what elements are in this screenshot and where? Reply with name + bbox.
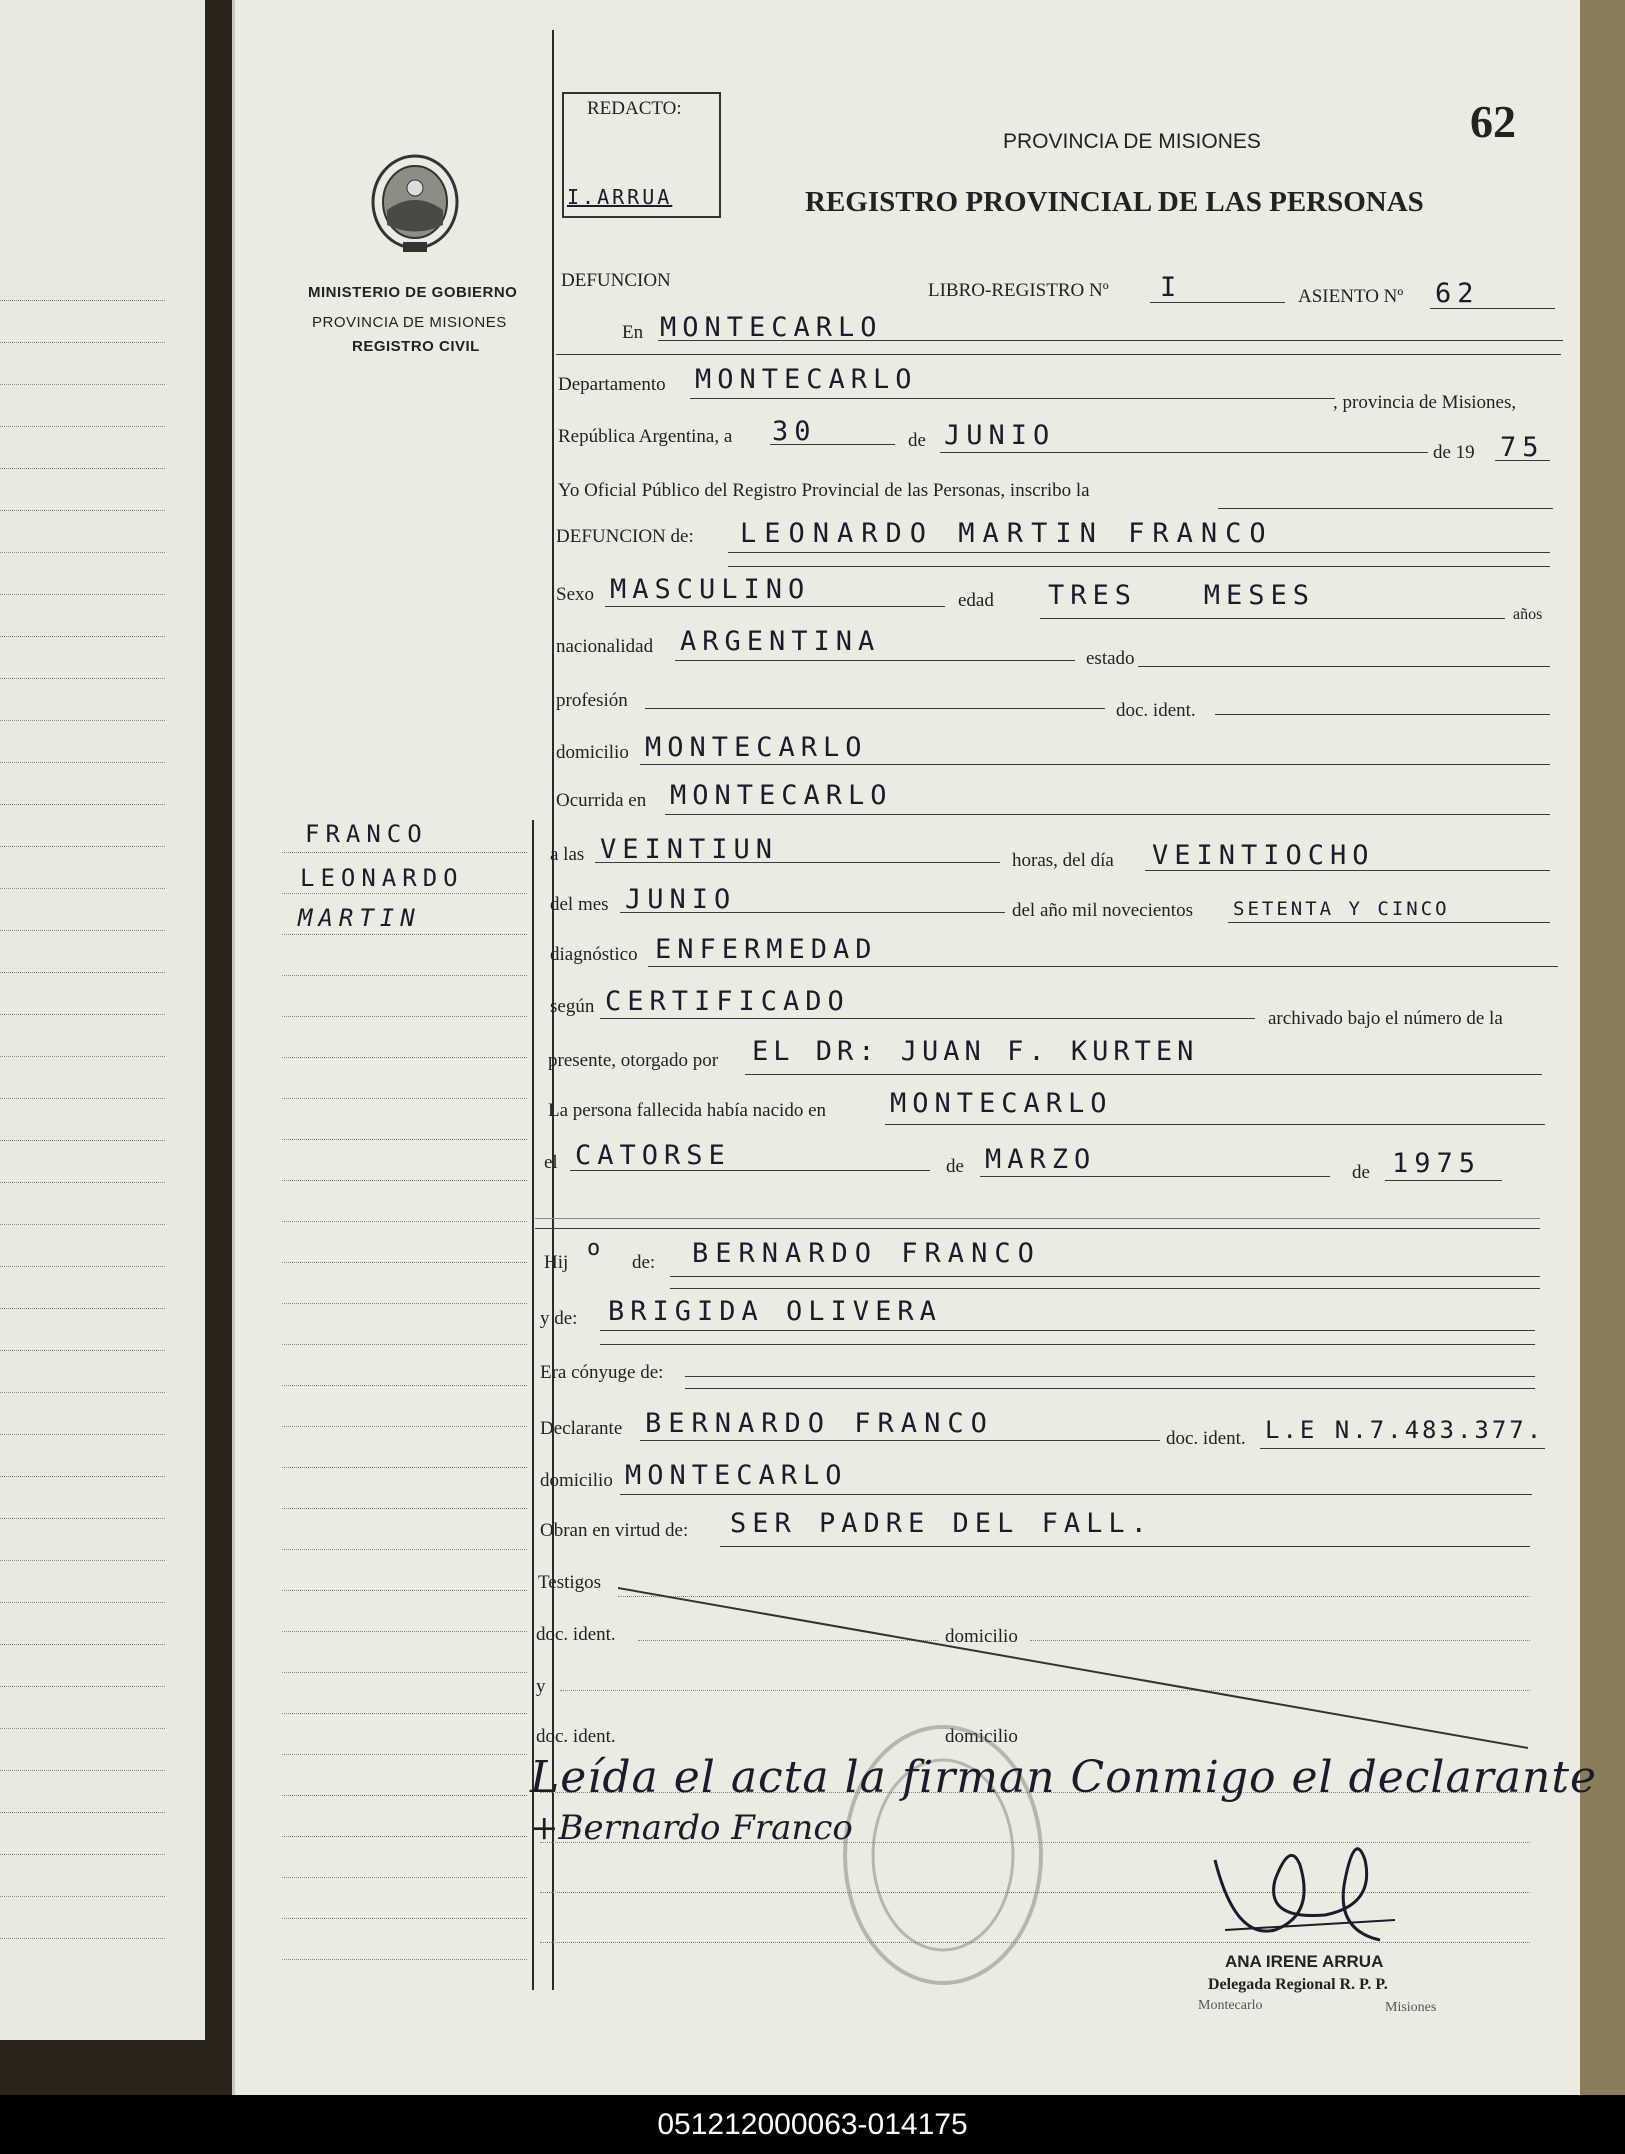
left-rule [0,1770,165,1771]
conyuge-rule [685,1376,1535,1377]
en-rule [658,340,1563,341]
left-rule [0,1224,165,1225]
registry-title: REGISTRO PROVINCIAL DE LAS PERSONAS [805,186,1424,218]
doc-ident-label: doc. ident. [1116,700,1196,721]
left-rule [0,972,165,973]
diagnostico-value[interactable]: ENFERMEDAD [655,934,878,965]
left-rule [0,1854,165,1855]
domicilio-rule [640,764,1550,765]
hijo-value[interactable]: BERNARDO FRANCO [692,1238,1041,1269]
left-rule [0,594,165,595]
page-number: 62 [1470,96,1516,147]
hijo-label: Hij [544,1252,569,1273]
declarante-rule [640,1440,1160,1441]
ocurrida-value[interactable]: MONTECARLO [670,780,893,811]
left-rule [0,1518,165,1519]
nacido-rule [885,1124,1545,1125]
testigos-label: Testigos [538,1572,602,1593]
left-rule [0,1182,165,1183]
footer-id: 051212000063-014175 [0,2095,1625,2154]
margin-rule [282,934,527,935]
margin-name-line-3: MARTIN [298,904,421,932]
official-title: Delegada Regional R. P. P. [1208,1976,1388,1993]
left-rule [0,426,165,427]
margin-rule [282,1016,527,1017]
anio-mil-label: del año mil novecientos [1012,900,1193,921]
margin-rule [282,1057,527,1058]
margin-rule [282,852,527,853]
y-de-label: y de: [540,1308,578,1329]
left-rule [0,1434,165,1435]
margin-rule [282,1959,527,1960]
hijo-de-label: de: [632,1252,656,1273]
left-rule [0,1098,165,1099]
left-rule [0,1644,165,1645]
left-rule [0,1350,165,1351]
y-de-rule [600,1330,1535,1331]
cancel-strike-line [618,1580,1528,1750]
declarante-dom-rule [620,1494,1532,1495]
defuncion-de-rule-2 [728,566,1550,567]
provincia-text: , provincia de Misiones, [1333,392,1517,413]
asiento-rule [1430,308,1555,309]
yo-oficial-rule [1218,508,1553,509]
y-de-value[interactable]: BRIGIDA OLIVERA [608,1296,942,1327]
margin-rule [282,1713,527,1714]
left-rule [0,1266,165,1267]
margin-rule [282,1590,527,1591]
margin-rule [282,1467,527,1468]
left-rule [0,510,165,511]
margin-rule [282,1672,527,1673]
el-rule [570,1170,930,1171]
left-rule [0,1812,165,1813]
del-mes-label: del mes [550,894,609,915]
presente-rule [745,1074,1542,1075]
declarante-dom-value[interactable]: MONTECARLO [625,1460,848,1491]
margin-rule [282,1303,527,1304]
el-label: el [544,1152,558,1173]
anio-mil-value[interactable]: SETENTA Y CINCO [1233,898,1450,920]
sexo-rule [605,606,945,607]
left-rule [0,1476,165,1477]
obran-rule [720,1546,1530,1547]
declarante-doc-rule [1260,1448,1545,1449]
edad-rule [1040,618,1505,619]
defuncion-de-rule [728,552,1550,553]
conyuge-label: Era cónyuge de: [540,1362,664,1383]
obran-value[interactable]: SER PADRE DEL FALL. [730,1508,1153,1539]
official-province: Misiones [1385,2000,1437,2015]
de-mes-label: de [946,1156,964,1177]
section-rule [556,354,1561,355]
left-rule [0,1938,165,1939]
de-mes-rule [980,1176,1330,1177]
left-rule [0,1308,165,1309]
segun-rule [600,1018,1255,1019]
edad-value[interactable]: TRES MESES [1048,580,1316,611]
margin-name-line-1: FRANCO [305,820,428,848]
margin-rule [282,1098,527,1099]
ministry-line-1: MINISTERIO DE GOBIERNO [308,284,518,301]
departamento-rule [690,398,1335,399]
nacionalidad-label: nacionalidad [556,636,654,657]
a-las-value[interactable]: VEINTIUN [600,834,779,865]
departamento-label: Departamento [558,374,666,395]
horas-label: horas, del día [1012,850,1114,871]
departamento-value[interactable]: MONTECARLO [695,364,918,395]
estado-label: estado [1086,648,1135,669]
margin-rule [282,1754,527,1755]
margin-rule [282,1877,527,1878]
left-rule [0,930,165,931]
margin-rule [282,1795,527,1796]
section-divider-thin [535,1218,1540,1219]
left-rule [0,552,165,553]
en-value[interactable]: MONTECARLO [660,312,883,343]
dia-muerte-value[interactable]: VEINTIOCHO [1152,840,1375,871]
margin-rule [282,1918,527,1919]
anio-value[interactable]: 75 [1500,432,1545,463]
el-value[interactable]: CATORSE [575,1140,731,1171]
declarante-value[interactable]: BERNARDO FRANCO [645,1408,994,1439]
libro-label: LIBRO-REGISTRO Nº [928,280,1109,301]
y-de-rule-2 [600,1344,1535,1345]
margin-rule [282,975,527,976]
margin-rule [282,1180,527,1181]
asiento-value[interactable]: 62 [1435,278,1480,309]
estado-rule [1138,666,1550,667]
margin-rule [282,1508,527,1509]
left-rule [0,1686,165,1687]
section-divider [535,1228,1540,1229]
left-rule [0,300,165,301]
ocurrida-label: Ocurrida en [556,790,647,811]
sexo-label: Sexo [556,584,594,605]
ministry-line-2: PROVINCIA DE MISIONES [312,314,507,331]
diagnostico-rule [648,966,1558,967]
dia-rule [770,444,895,445]
segun-value[interactable]: CERTIFICADO [605,986,850,1017]
de-mes-value[interactable]: MARZO [985,1144,1097,1175]
declarante-label: Declarante [540,1418,623,1439]
margin-rule [282,1426,527,1427]
anio-mil-rule [1228,922,1550,923]
dia-muerte-rule [1145,870,1550,871]
province-heading: PROVINCIA DE MISIONES [1003,130,1261,153]
margin-rule [282,1262,527,1263]
official-signature [1205,1820,1415,1955]
left-page [0,0,205,2040]
declarante-signature: +Bernardo Franco [530,1808,853,1848]
de-anio-value[interactable]: 1975 [1392,1148,1482,1179]
official-city: Montecarlo [1198,1998,1263,2013]
declarante-dom-label: domicilio [540,1470,613,1491]
left-rule [0,384,165,385]
hijo-rule-2 [670,1288,1540,1289]
profesion-label: profesión [556,690,628,711]
testigo-doc-label: doc. ident. [536,1624,616,1645]
mes-value[interactable]: JUNIO [944,420,1056,451]
dia-value[interactable]: 30 [772,416,817,447]
left-rule [0,636,165,637]
defuncion-de-value[interactable]: LEONARDO MARTIN FRANCO [740,518,1274,549]
left-rule [0,762,165,763]
provincial-seal [365,150,465,260]
nacionalidad-rule [675,660,1075,661]
libro-value[interactable]: I [1160,272,1183,303]
presente-value[interactable]: EL DR: JUAN F. KURTEN [752,1036,1199,1067]
margin-rule [282,1836,527,1837]
left-rule [0,1014,165,1015]
margin-rule [282,1221,527,1222]
segun-label: según [550,996,595,1017]
testigo-dom-label: domicilio [945,1626,1018,1647]
testigo2-dom-label: domicilio [945,1726,1018,1747]
nacionalidad-value[interactable]: ARGENTINA [680,626,881,657]
left-rule [0,1602,165,1603]
libro-rule [1150,302,1285,303]
profesion-rule [645,708,1105,709]
official-name: ANA IRENE ARRUA [1225,1952,1384,1971]
left-rule [0,1392,165,1393]
mes-rule [940,452,1428,453]
nacido-label: La persona fallecida había nacido en [548,1100,826,1121]
left-rule [0,342,165,343]
a-las-rule [595,862,1000,863]
margin-name-line-2: LEONARDO [300,864,464,892]
testigo2-doc-label: doc. ident. [536,1726,616,1747]
margin-rule [282,1549,527,1550]
edad-label: edad [958,590,994,611]
a-las-label: a las [550,844,585,865]
left-rule [0,1896,165,1897]
left-rule [0,468,165,469]
redacto-value: I.ARRUA [567,185,673,209]
de19-label: de 19 [1433,442,1475,463]
asiento-label: ASIENTO Nº [1298,286,1404,307]
anio-rule [1495,460,1550,461]
domicilio-value[interactable]: MONTECARLO [645,732,868,763]
archivado-text: archivado bajo el número de la [1268,1008,1503,1029]
ministry-line-3: REGISTRO CIVIL [352,338,480,355]
left-rule [0,678,165,679]
left-rule [0,888,165,889]
margin-column [280,820,530,2000]
declarante-doc-label: doc. ident. [1166,1428,1246,1449]
left-rule [0,1560,165,1561]
de-anio-label: de [1352,1162,1370,1183]
en-label: En [622,322,644,343]
defuncion-label: DEFUNCION [561,270,671,291]
de-anio-rule [1385,1180,1502,1181]
y-label: y [536,1676,546,1697]
republica-label: República Argentina, a [558,426,733,447]
presente-label: presente, otorgado por [548,1050,719,1071]
del-mes-rule [620,912,1005,913]
margin-rule [282,1139,527,1140]
left-rule [0,1056,165,1057]
margin-rule [282,1344,527,1345]
margin-rule [282,893,527,894]
de-label: de [908,430,926,451]
ocurrida-rule [665,814,1550,815]
domicilio-label: domicilio [556,742,629,763]
diagnostico-label: diagnóstico [550,944,638,965]
anios-label: años [1513,606,1543,623]
del-mes-value[interactable]: JUNIO [625,884,737,915]
redacto-label: REDACTO: [587,98,682,119]
closing-note: Leída el acta la firman Conmigo el declarante [530,1752,1598,1803]
margin-rule [282,1385,527,1386]
obran-label: Obran en virtud de: [540,1520,689,1541]
yo-oficial-text: Yo Oficial Público del Registro Provincial de las Personas, inscribo la [558,480,1090,501]
left-rule [0,804,165,805]
hijo-suffix[interactable]: o [587,1236,607,1261]
sexo-value[interactable]: MASCULINO [610,574,811,605]
margin-rule [282,1631,527,1632]
conyuge-rule-2 [685,1388,1535,1389]
doc-ident-rule [1215,714,1550,715]
hijo-rule [670,1276,1540,1277]
nacido-value[interactable]: MONTECARLO [890,1088,1113,1119]
left-rule [0,1728,165,1729]
declarante-doc-value[interactable]: L.E N.7.483.377. [1265,1416,1545,1444]
left-rule [0,846,165,847]
defuncion-de-label: DEFUNCION de: [556,526,694,547]
left-rule [0,720,165,721]
left-rule [0,1140,165,1141]
